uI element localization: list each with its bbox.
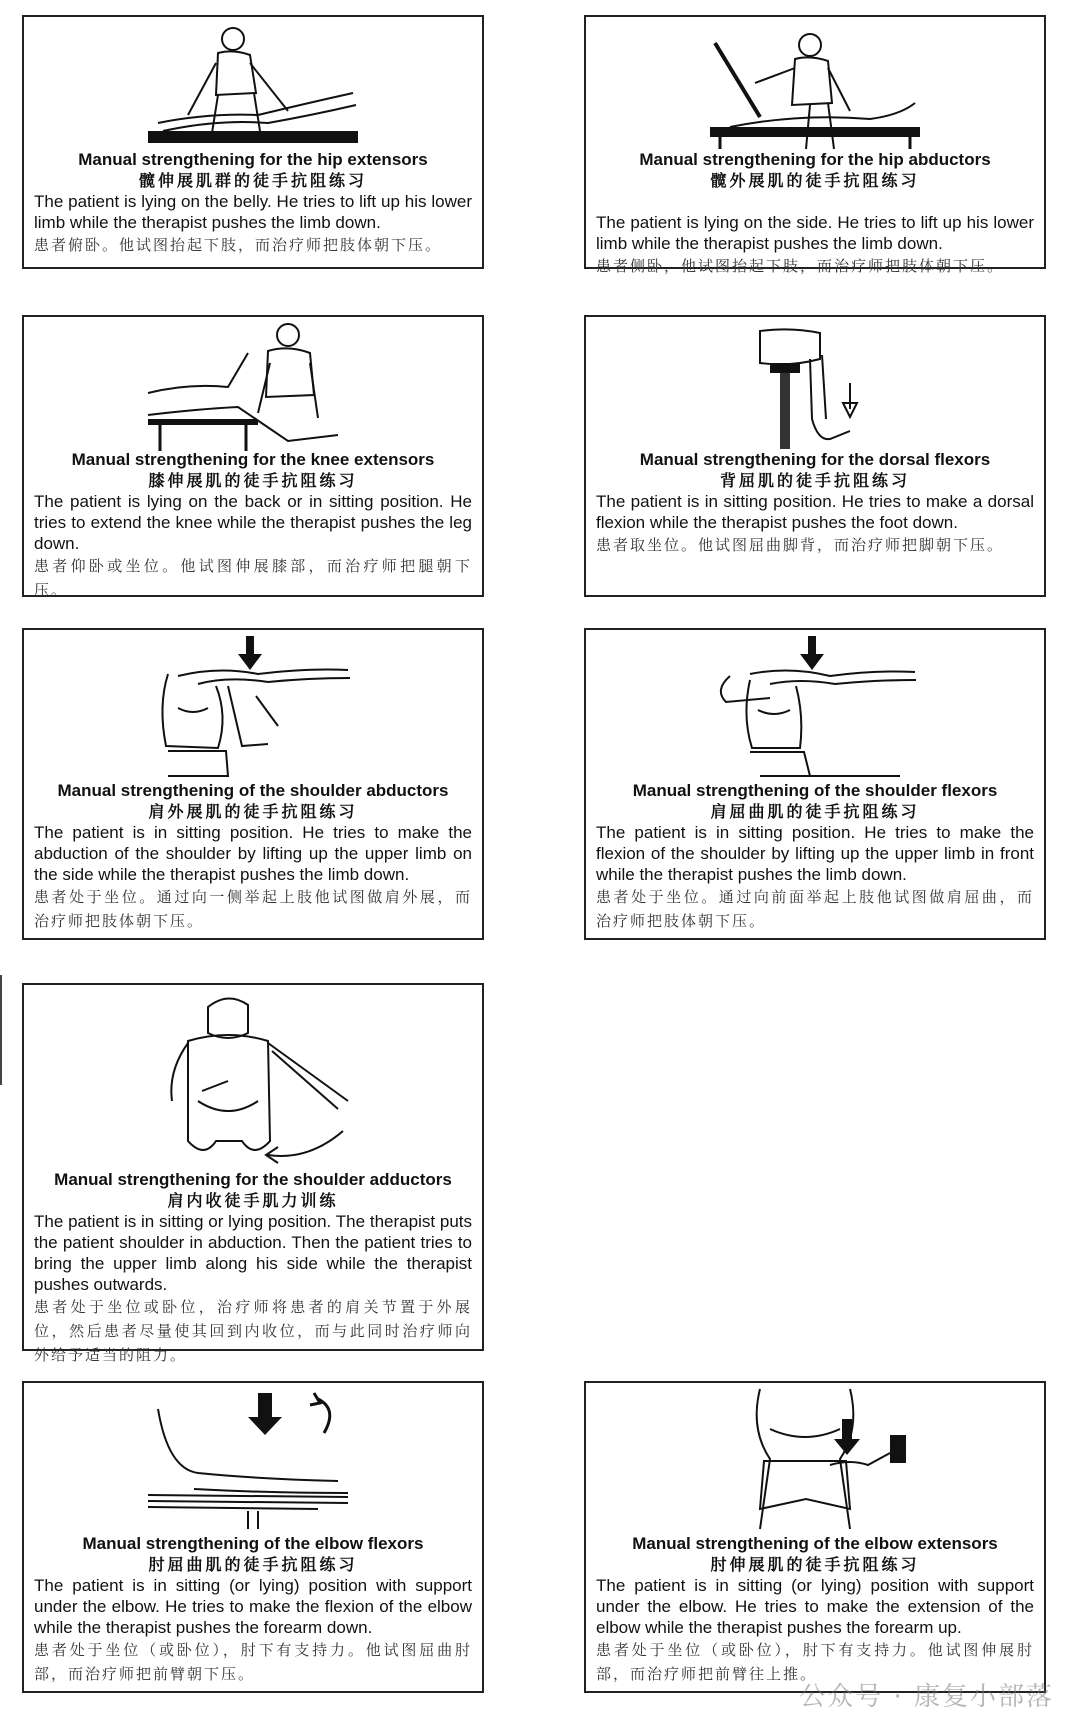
card-description-zh: 患者侧卧，他试图抬起下肢，而治疗师把肢体朝下压。: [596, 257, 1005, 275]
card-description-zh: 患者处于坐位。通过向一侧举起上肢他试图做肩外展，而治疗师把肢体朝下压。: [34, 888, 472, 930]
card-title: Manual strengthening of the elbow extensors: [632, 1534, 998, 1553]
card-description: The patient is in sitting position. He tries to make the abduction of the shoulder by lifting up the upper limb on the side while the therapist pushes the limb down.: [34, 823, 472, 884]
card-title: Manual strengthening of the shoulder flexors: [632, 781, 998, 800]
card-shoulder-abductors: [22, 628, 484, 940]
card-title-zh: 髋伸展肌群的徒手抗阻练习: [138, 171, 367, 190]
shoulder-abductors-illustration: [138, 636, 368, 781]
card-title-zh: 肘屈曲肌的徒手抗阻练习: [148, 1555, 358, 1574]
card-title-zh: 膝伸展肌的徒手抗阻练习: [148, 471, 358, 490]
card-description-zh: 患者取坐位。他试图屈曲脚背，而治疗师把脚朝下压。: [596, 536, 1005, 554]
card-description: The patient is lying on the back or in sitting position. He tries to extend the knee while the therapist pushes the leg down.: [34, 492, 472, 553]
card-shoulder-flexors: [584, 628, 1046, 940]
elbow-flexors-illustration: [138, 1389, 368, 1534]
card-title: Manual strengthening of the shoulder abductors: [57, 781, 449, 800]
hip-extensors-illustration: [138, 23, 368, 151]
card-description: The patient is in sitting (or lying) position with support under the elbow. He tries to make the flexion of the elbow while the therapist pushes the forearm down.: [34, 1576, 472, 1637]
card-description: The patient is lying on the side. He tries to lift up his lower limb while the therapist pushes the limb down.: [596, 213, 1034, 253]
card-title-zh: 肘伸展肌的徒手抗阻练习: [710, 1555, 920, 1574]
card-description-zh: 患者处于坐位（或卧位），肘下有支持力。他试图伸展肘部，而治疗师把前臂往上推。: [596, 1641, 1034, 1683]
card-elbow-flexors: [22, 1381, 484, 1693]
card-title-zh: 髋外展肌的徒手抗阻练习: [710, 171, 920, 190]
card-description: The patient is in sitting position. He tries to make a dorsal flexion while the therapist pushes the foot down.: [596, 492, 1034, 532]
card-description: The patient is in sitting (or lying) position with support under the elbow. He tries to make the extension of the elbow while the therapist pushes the forearm up.: [596, 1576, 1034, 1637]
card-description-zh: 患者俯卧。他试图抬起下肢，而治疗师把肢体朝下压。: [34, 236, 443, 254]
card-title-zh: 肩屈曲肌的徒手抗阻练习: [710, 802, 920, 821]
card-title-zh: 肩内收徒手肌力训练: [167, 1191, 339, 1210]
card-description: The patient is in sitting position. He tries to make the flexion of the shoulder by lifting up the upper limb in front while the therapist pushes the limb down.: [596, 823, 1034, 884]
dorsal-flexors-illustration: [700, 323, 930, 451]
elbow-extensors-illustration: [700, 1389, 930, 1534]
card-description-zh: 患者仰卧或坐位。他试图伸展膝部，而治疗师把腿朝下压。: [34, 557, 472, 599]
card-description-zh: 患者处于坐位或卧位，治疗师将患者的肩关节置于外展位，然后患者尽量使其回到内收位，而与此同时治疗师向外给予适当的阻力。: [34, 1298, 472, 1364]
watermark: 公众号 · 康复小部落: [799, 1682, 1054, 1712]
card-title-zh: 背屈肌的徒手抗阻练习: [719, 471, 910, 490]
hip-abductors-illustration: [700, 23, 930, 151]
card-knee-extensors: [22, 315, 484, 597]
card-description: The patient is in sitting or lying position. The therapist puts the patient shoulder in abduction. Then the patient tries to bring the upper limb along his side while the therapist pushes outwards.: [34, 1212, 472, 1294]
card-description: The patient is lying on the belly. He tries to lift up his lower limb while the therapist pushes the limb down.: [34, 192, 472, 232]
edge-mark: [0, 975, 2, 1085]
card-hip-abductors: [584, 15, 1046, 275]
shoulder-flexors-illustration: [700, 636, 930, 781]
card-elbow-extensors: [584, 1381, 1046, 1693]
card-title-zh: 肩外展肌的徒手抗阻练习: [148, 802, 358, 821]
card-dorsal-flexors: [584, 315, 1046, 597]
card-title: Manual strengthening of the elbow flexors: [82, 1534, 424, 1553]
knee-extensors-illustration: [138, 323, 368, 451]
card-title: Manual strengthening for the hip extensors: [78, 150, 428, 169]
card-hip-extensors: [22, 15, 484, 269]
card-shoulder-adductors: [22, 983, 484, 1364]
card-title: Manual strengthening for the hip abductors: [639, 150, 991, 169]
card-title: Manual strengthening for the dorsal flexors: [639, 450, 991, 469]
card-title: Manual strengthening for the shoulder adductors: [54, 1170, 452, 1189]
card-description-zh: 患者处于坐位（或卧位），肘下有支持力。他试图屈曲肘部，而治疗师把前臂朝下压。: [34, 1641, 472, 1683]
card-description-zh: 患者处于坐位。通过向前面举起上肢他试图做肩屈曲，而治疗师把肢体朝下压。: [596, 888, 1034, 930]
card-title: Manual strengthening for the knee extensors: [71, 450, 435, 469]
shoulder-adductors-illustration: [138, 991, 368, 1169]
